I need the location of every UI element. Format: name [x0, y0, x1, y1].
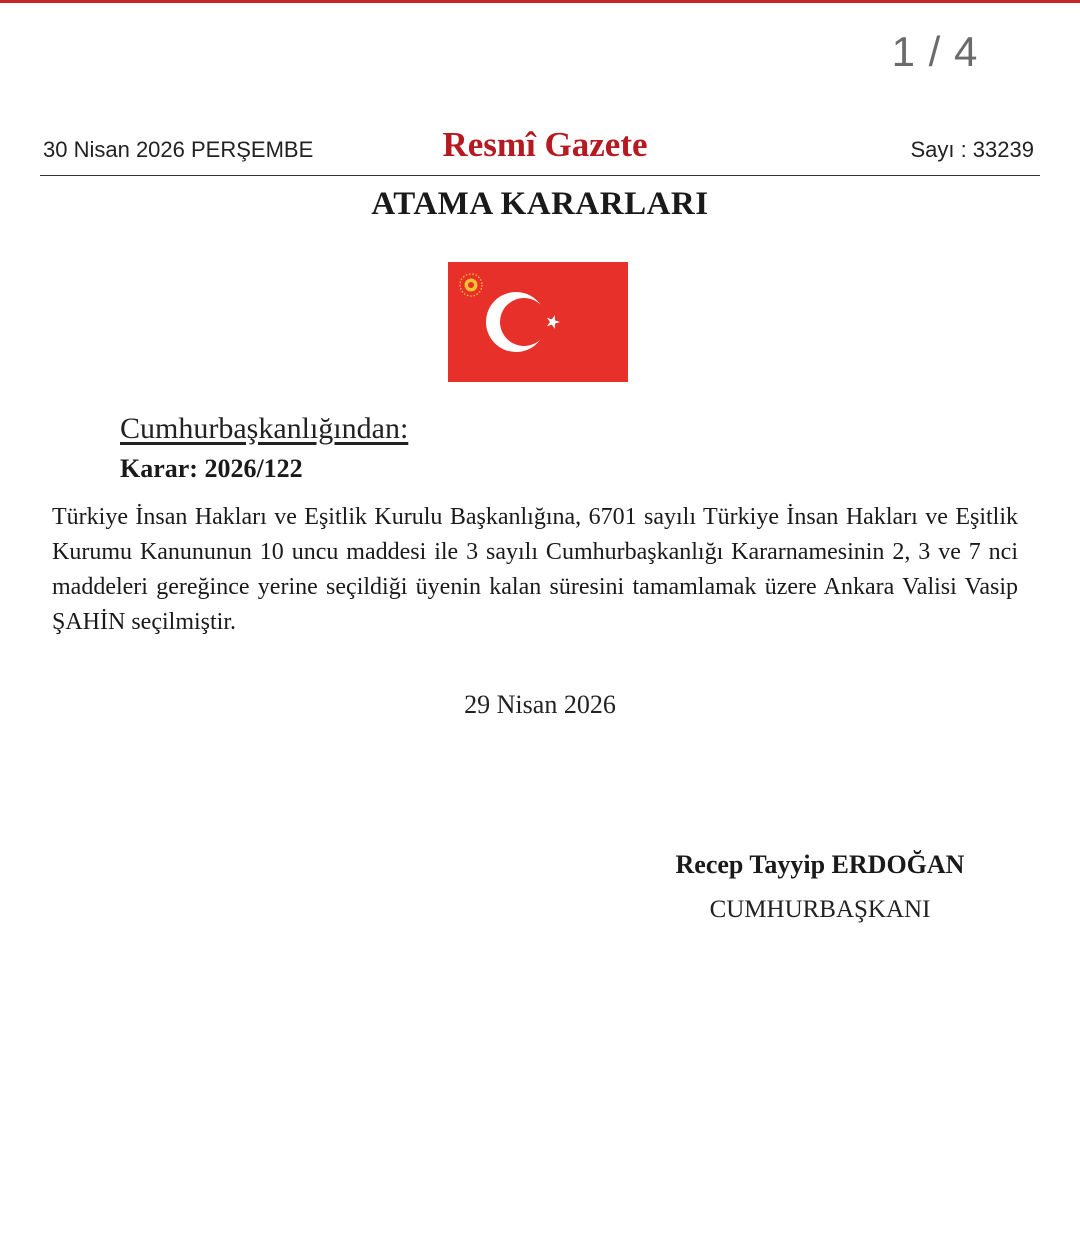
gazette-title: Resmî Gazete [442, 125, 648, 164]
page-indicator: 1 / 4 [891, 28, 979, 75]
signer-title: CUMHURBAŞKANI [709, 896, 931, 923]
top-accent-bar [0, 0, 1080, 3]
decree-body: Türkiye İnsan Hakları ve Eşitlik Kurulu Başkanlığına, 6701 sayılı Türkiye İnsan Hakları ve Eşitlik Kurumu Kanununun 10 uncu maddesi ile 3 sayılı Cumhurbaşkanlığı Kararnamesinin 2, 3 ve 7 nci maddeleri gereğince yerine seçildiği üyenin kalan süresini tamamlamak üzere Ankara Valisi Vasip ŞAHİN seçilmiştir. [52, 504, 1018, 635]
gazette-date: 30 Nisan 2026 PERŞEMBE [43, 137, 314, 162]
decision-number: Karar: 2026/122 [120, 454, 303, 483]
issuer-heading: Cumhurbaşkanlığından: [120, 412, 409, 445]
turkish-flag-icon [448, 262, 628, 382]
section-title: ATAMA KARARLARI [371, 186, 709, 222]
signer-name: Recep Tayyip ERDOĞAN [675, 850, 965, 879]
header-divider [40, 175, 1040, 176]
gazette-issue-number: Sayı : 33239 [910, 137, 1034, 162]
decree-date: 29 Nisan 2026 [464, 690, 616, 719]
